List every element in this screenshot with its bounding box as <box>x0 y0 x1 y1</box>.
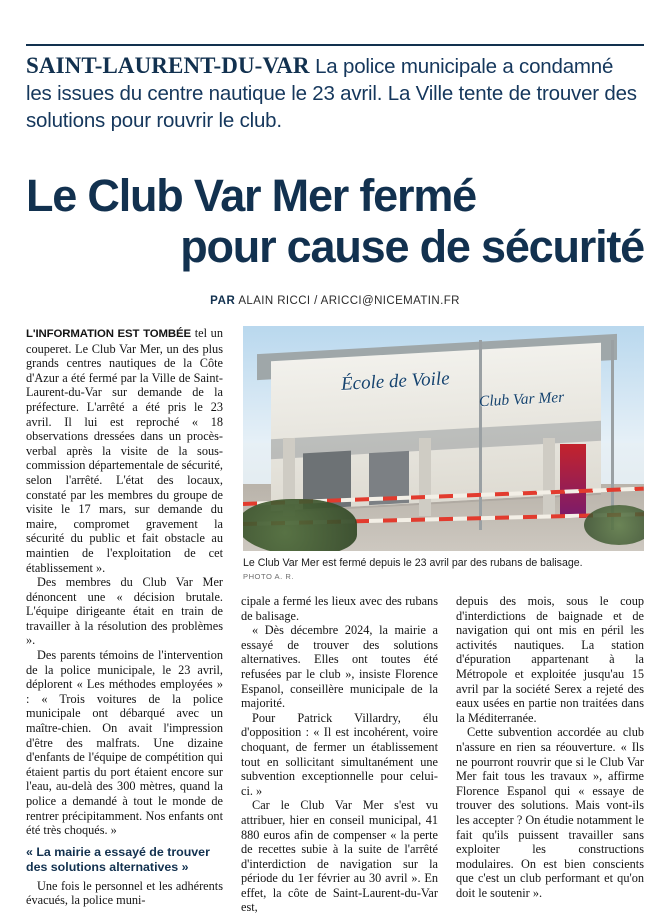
paragraph: Cette subvention accordée au club n'assure en rien sa réouverture. « Ils ne pourront rouvrir que si le Club Var Mer fait tous les travaux », affirme Florence Espanol qui « essaye de trouver des solutions. Mais vont-ils les accepter ? On étudie notamment le fait qu'ils puissent travailler sans exploiter les constructions modulaires. On est bien conscients que c'est un club performant et qu'on doit le soutenir ». <box>456 725 644 900</box>
body-column-2 <box>241 594 438 915</box>
lead-capital: L'INFORMATION EST TOMBÉE <box>26 328 192 340</box>
section-subhead: « La mairie a essayé de trouver des solutions alternatives » <box>26 844 210 874</box>
body-column-3 <box>456 594 644 900</box>
paragraph: cipale a fermé les lieux avec des rubans de balisage. <box>241 594 438 623</box>
paragraph: « Dès décembre 2024, la mairie a essayé de trouver des solutions alternatives. Elles ont toutes été refusées par le club », insiste Florence Espanol, conseillère municipale de la majorité. <box>241 623 438 711</box>
headline-line-1: Le Club Var Mer fermé <box>26 170 476 222</box>
photo-credit: PHOTO A. R. <box>243 572 294 581</box>
byline-author: ALAIN RICCI / ARICCI@NICEMATIN.FR <box>235 295 460 307</box>
header-rule <box>26 44 644 46</box>
paragraph <box>26 326 223 575</box>
body-column-1 <box>26 326 223 908</box>
photo-sign-ecole-de-voile: École de Voile <box>340 368 451 395</box>
standfirst-text: La police municipale a condamné les issues du centre nautique le 23 avril. La Ville tente de trouver des solutions pour rouvrir le club. <box>26 55 637 132</box>
photo-sign-club-var-mer: Club Var Mer <box>478 388 565 411</box>
paragraph: Pour Patrick Villardry, élu d'opposition : « Il est incohérent, voire choquant, de fermer un établissement tout en sollicitant simultanément une subvention exceptionnelle pour celui-ci. » <box>241 710 438 798</box>
standfirst <box>26 52 644 134</box>
byline <box>26 295 644 307</box>
paragraph: depuis des mois, sous le coup d'interdictions de baignade et de navigation qui ont mis en péril les activités nautiques. La station d'épuration appartenant à la Métropole et exploitée jusqu'au 15 avril par la société Serex a rejeté des eaux usées en partie non traitées dans la Méditerranée. <box>456 594 644 725</box>
page-title <box>26 170 644 272</box>
paragraph: Des membres du Club Var Mer dénoncent une « décision brutale. L'équipe dirigeante était en train de travailler à la résolution des problèmes ». <box>26 575 223 648</box>
byline-label: PAR <box>210 295 236 307</box>
standfirst-location: SAINT-LAURENT-DU-VAR <box>26 53 310 78</box>
photo-caption: Le Club Var Mer est fermé depuis le 23 avril par des rubans de balisage. <box>243 557 583 569</box>
paragraph: Car le Club Var Mer s'est vu attribuer, hier en conseil municipal, 41 880 euros afin de compenser « la perte de recettes subie à la suite de l'arrêté d'interdiction de navigation sur la période du 1er février au 30 avril ». En effet, la côte de Saint-Laurent-du-Var est, <box>241 798 438 915</box>
article-body <box>26 326 644 915</box>
paragraph-text: tel un couperet. Le Club Var Mer, un des plus grands centres nautiques de la Côte d'Azur a été fermé par la Ville de Saint-Laurent-du-Var sur demande de la préfecture. L'arrêté a été pris le 23 avril. Il lui est reproché « 18 observations dressées dans un procès-verbal après la visite de la sous-commission départementale de sécurité, selon l'arrêté. L'état des locaux, constaté par les membres du groupe de visite le 17 mars, sur demande du maire, compromet gravement la sécurité du public et fait obstacle au maintien de l'exploitation de cet établissement ». <box>26 326 223 575</box>
paragraph: Des parents témoins de l'intervention de la police municipale, le 23 avril, déplorent « Les méthodes employées » : « Trois voitures de la police municipale ont débarqué avec un maître-chien. On avait l'impression d'être des malfrats. Une dizaine d'enfants de l'équipe de compétition qui étaient partis du port étaient encore sur l'eau, au-delà des 300 mètres, quand la police a demandé à tout le monde de rentrer précipitamment. Nos enfants ont été très choqués. » <box>26 648 223 838</box>
headline-line-2: pour cause de sécurité <box>180 221 644 273</box>
paragraph: Une fois le personnel et les adhérents évacués, la police muni- <box>26 878 223 908</box>
